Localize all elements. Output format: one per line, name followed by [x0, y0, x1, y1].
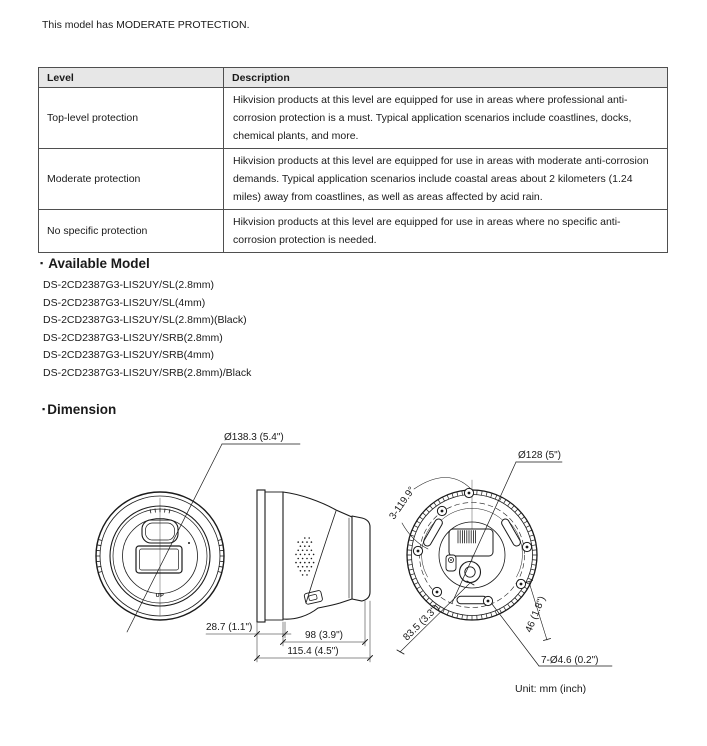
- hole-offset-label: 46 (1.8"): [523, 594, 549, 635]
- level-cell: Moderate protection: [39, 149, 224, 210]
- level-cell: Top-level protection: [39, 88, 224, 149]
- heading-text: Dimension: [47, 402, 117, 417]
- square-bullet-icon: ▪: [40, 258, 44, 268]
- table-header-row: [39, 68, 668, 88]
- unit-note: Unit: mm (inch): [515, 683, 587, 695]
- total-depth-label: 115.4 (4.5"): [287, 646, 339, 657]
- level-cell: No specific protection: [39, 210, 224, 253]
- mount-holes-label: 7-Ø4.6 (0.2"): [541, 655, 599, 666]
- square-bullet-icon: ▪: [42, 404, 46, 414]
- side-view-drawing: [206, 490, 373, 662]
- base-diameter-label: Ø128 (5"): [518, 450, 562, 461]
- dimension-drawings: [0, 420, 707, 710]
- vent-pattern: [295, 537, 314, 576]
- table-row: [39, 88, 668, 149]
- protection-note: This model has MODERATE PROTECTION.: [42, 19, 250, 31]
- base-view-drawing: [387, 450, 612, 666]
- column-header-description: Description: [224, 68, 668, 88]
- front-diameter-label: Ø138.3 (5.4"): [224, 432, 284, 443]
- model-list-item: DS-2CD2387G3-LIS2UY/SRB(4mm): [43, 349, 214, 361]
- model-list-item: DS-2CD2387G3-LIS2UY/SL(4mm): [43, 296, 206, 309]
- front-view-drawing: [96, 432, 300, 632]
- hole-distance-label: 83.5 (3.3"): [401, 602, 442, 644]
- description-cell: Hikvision products at this level are equipped for use in areas where professional anti-corrosion protection is a must. Typical application scenarios include coastlines, docks, chemical plants, and more.: [224, 88, 668, 149]
- base-clip-detail: [304, 590, 323, 605]
- description-cell: Hikvision products at this level are equipped for use in areas with moderate anti-corrosion demands. Typical application scenarios include coastal areas about 2 kilometers (1.24 miles) away from coastlines, as well as areas affected by acid rain.: [224, 149, 668, 210]
- model-list-item: DS-2CD2387G3-LIS2UY/SL(2.8mm): [43, 279, 214, 291]
- body-depth-label: 98 (3.9"): [304, 630, 344, 641]
- base-depth-label: 28.7 (1.1"): [206, 622, 253, 633]
- table-row: [39, 149, 668, 210]
- model-list-item: DS-2CD2387G3-LIS2UY/SRB(2.8mm): [43, 331, 223, 344]
- model-list: [40, 277, 251, 382]
- model-list-item: DS-2CD2387G3-LIS2UY/SRB(2.8mm)/Black: [43, 366, 252, 379]
- column-header-level: Level: [39, 68, 224, 88]
- dimension-heading: [42, 402, 116, 417]
- heading-text: Available Model: [48, 256, 150, 271]
- slot-angle-label: 3-119.9°: [387, 484, 418, 522]
- up-marking: UP: [155, 593, 165, 599]
- available-model-heading: [40, 256, 251, 271]
- description-cell: Hikvision products at this level are equipped for use in areas where no specific anti-corrosion protection is needed.: [224, 210, 668, 253]
- protection-level-table: [38, 67, 668, 253]
- model-list-item: DS-2CD2387G3-LIS2UY/SL(2.8mm)(Black): [43, 314, 247, 326]
- table-row: [39, 210, 668, 253]
- available-model-section: [40, 256, 251, 382]
